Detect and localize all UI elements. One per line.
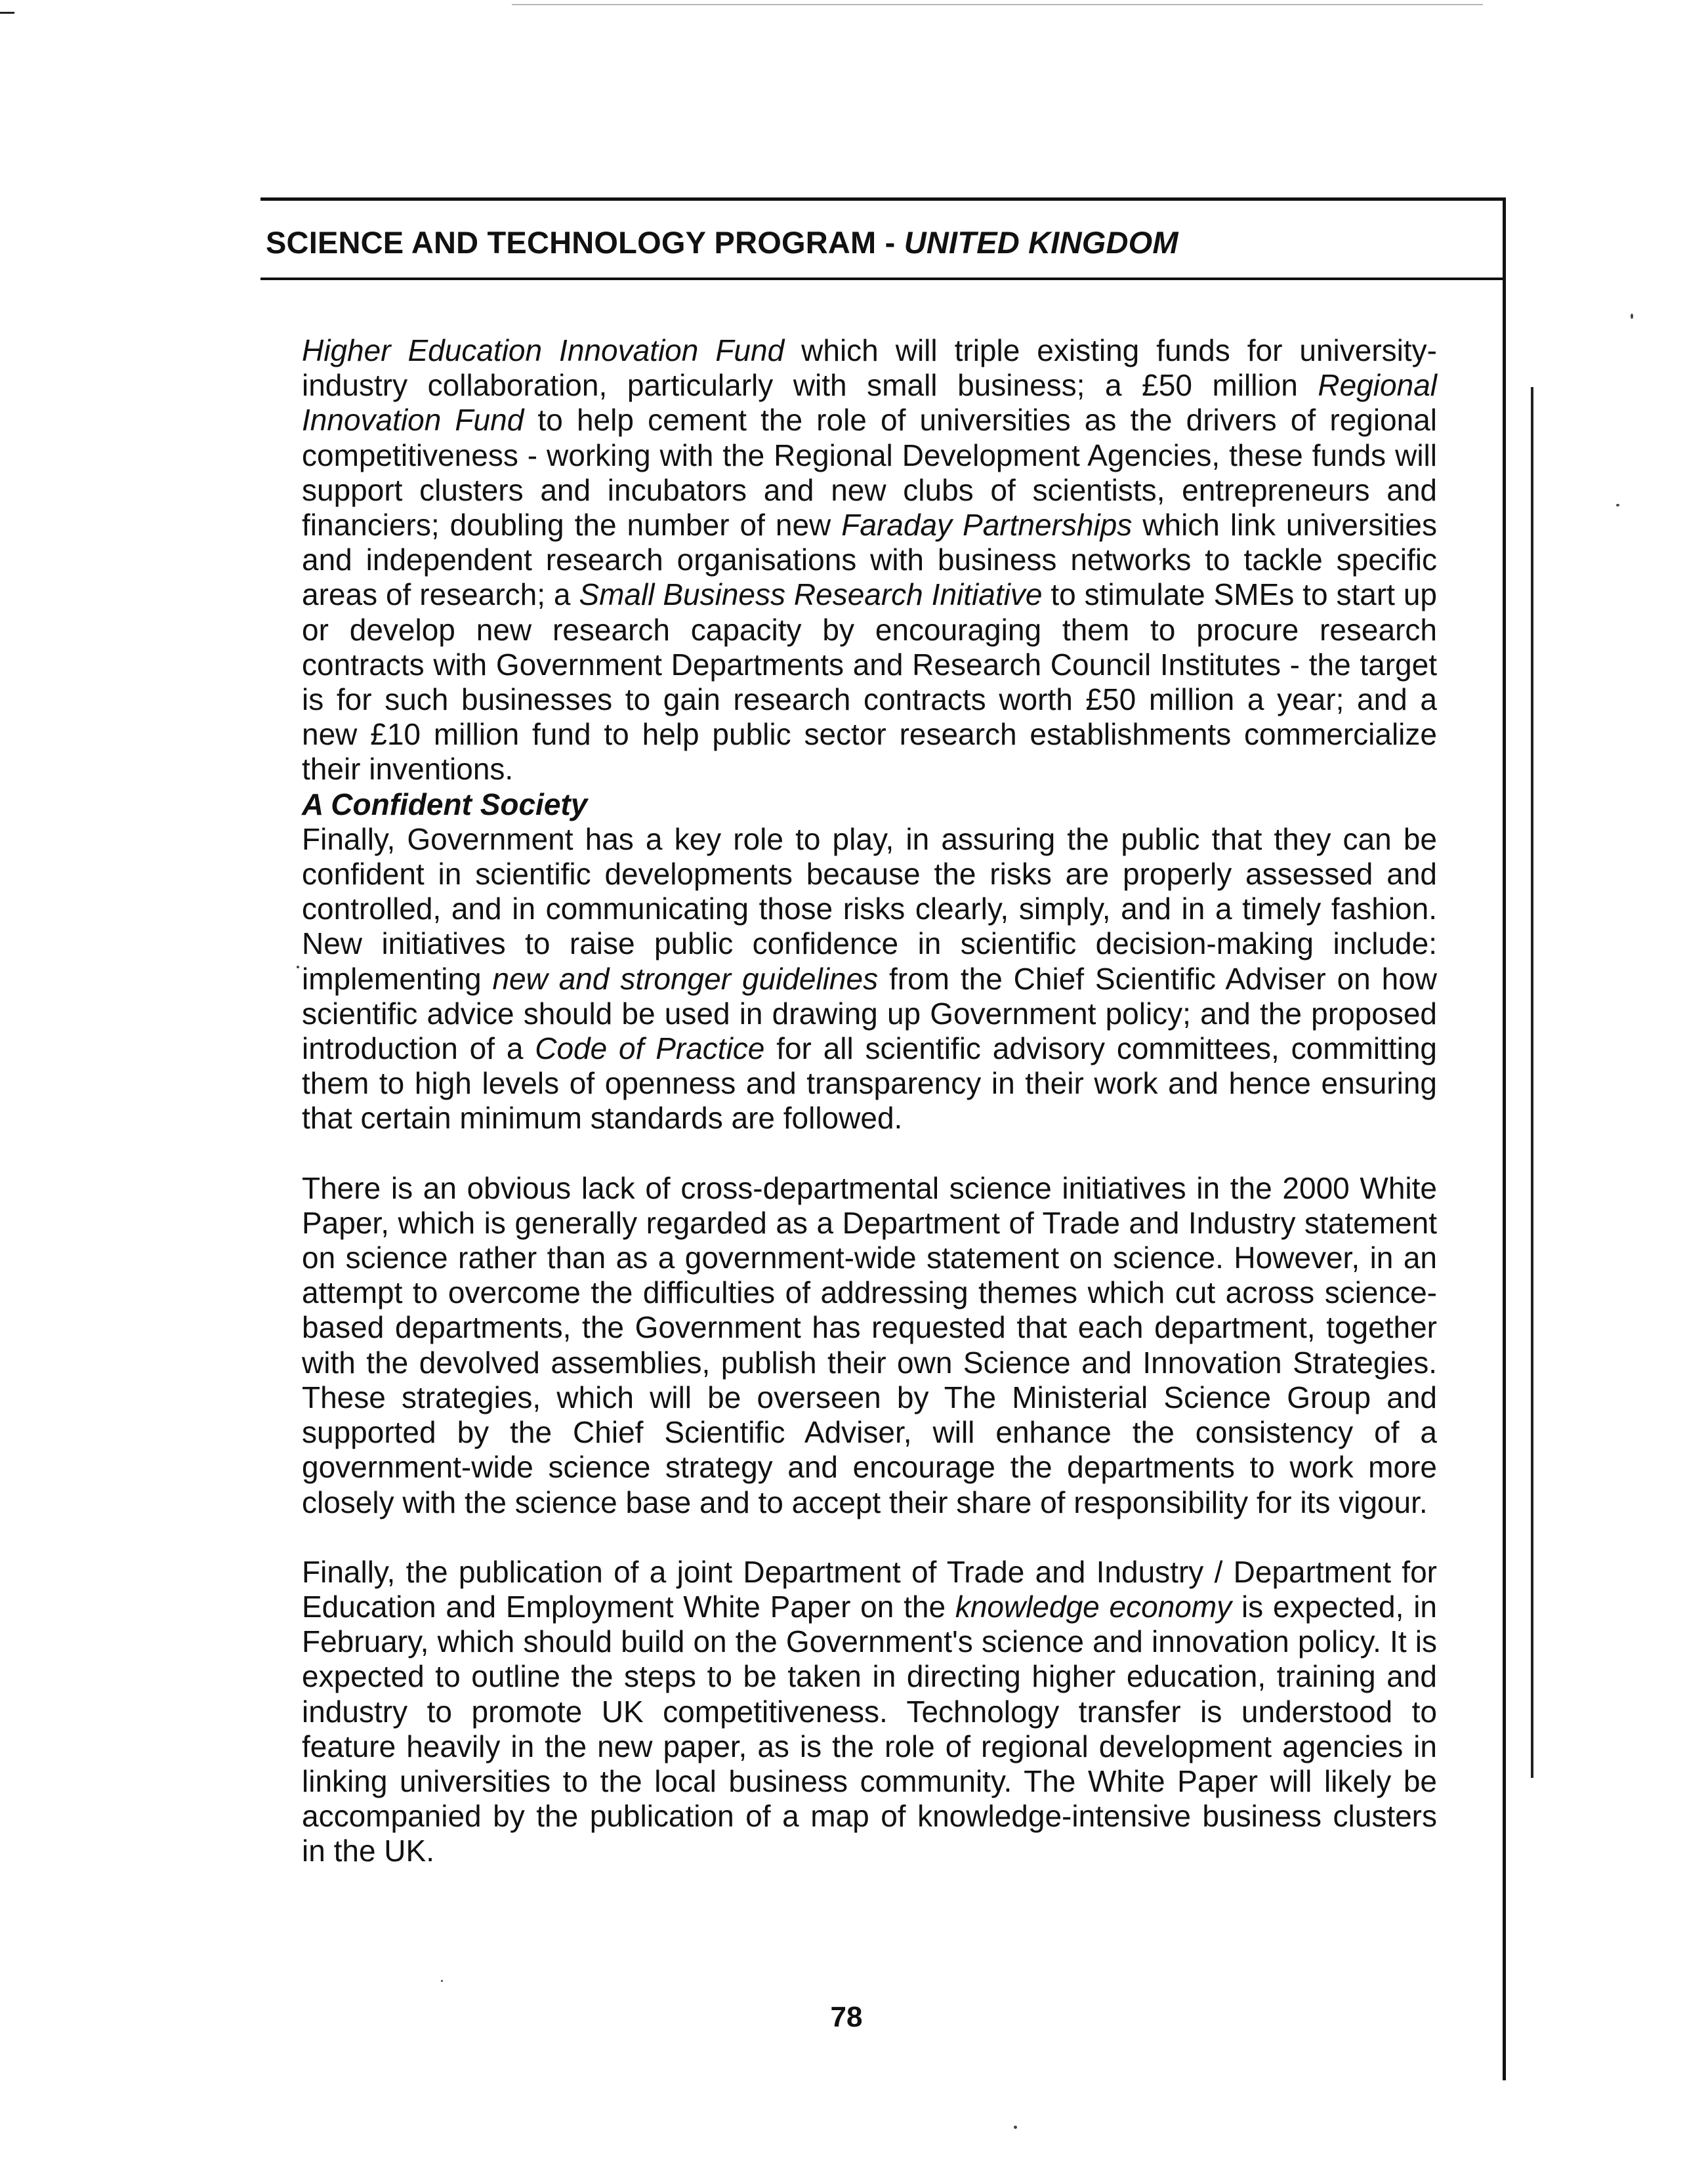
scan-speck — [1631, 314, 1633, 319]
page-frame-right-border — [1503, 197, 1506, 2080]
term-small-business-research-initiative: Small Business Research Initiative — [579, 577, 1043, 612]
term-regional-innovation-fund: Regional Innovation Fund — [302, 368, 1437, 438]
header-bottom-rule — [260, 278, 1505, 280]
scan-edge-line — [512, 4, 1483, 5]
paragraph-text: is expected, in February, which should build on the Government's science and innovation policy. It is expected to outline the steps to be taken in directing higher education, training and industry to promote UK competitiveness. Technology transfer is understood to feature heavily in the new paper, as is the role of regional development agencies in linking universities to the local business community. The White Paper will likely be accompanied by the publication of a map of knowledge-intensive business clusters in the UK. — [302, 1589, 1437, 1868]
scan-speck — [1616, 504, 1619, 506]
header-program-title: SCIENCE AND TECHNOLOGY PROGRAM - — [266, 225, 904, 260]
revision-side-bar — [1531, 387, 1533, 1778]
paragraph-text: to stimulate SMEs to start up or develop new research capacity by encouraging them to procure research contracts with Government Departments and Research Council Institutes - the target is for such businesses to gain research contracts worth £50 million a year; and a new £10 million fund to help public sector research establishments commercialize their inventions. — [302, 577, 1437, 787]
page-header-title — [266, 224, 1178, 260]
header-top-rule — [260, 197, 1505, 201]
term-code-of-practice: Code of Practice — [535, 1031, 765, 1066]
paragraph-confident-society — [302, 822, 1437, 1136]
paragraph-knowledge-economy — [302, 1555, 1437, 1869]
section-heading: A Confident Society — [302, 787, 588, 821]
paragraph-text: Finally, Government has a key role to play, in assuring the public that they can be confident in scientific developments because the risks are properly assessed and controlled, and in communicating those risks clearly, simply, and in a timely fashion. New initiatives to raise public confidence in scientific decision-making include: implementing — [302, 821, 1437, 996]
paragraph-text: Finally, the publication of a joint Department of Trade and Industry / Department for Education and Employment White Paper on the — [302, 1554, 1437, 1624]
page-number: 78 — [830, 2001, 863, 2033]
scan-speck — [1014, 2126, 1017, 2129]
term-higher-education-innovation-fund: Higher Education Innovation Fund — [302, 333, 785, 367]
scan-margin-mark — [0, 12, 14, 14]
scan-speck — [297, 966, 299, 968]
paragraph-funding-initiatives — [302, 333, 1437, 787]
paragraph-text: which link universities and independent research organisations with business networks to tackle specific areas of research; a — [302, 508, 1438, 612]
paragraph-text: from the Chief Scientific Adviser on how scientific advice should be used in drawing up Government policy; and the proposed introduction of a — [302, 961, 1437, 1066]
paragraph-text: which will triple existing funds for university-industry collaboration, particularly with small business; a £50 million — [302, 333, 1437, 403]
term-new-guidelines: new and stronger guidelines — [492, 961, 879, 996]
term-faraday-partnerships: Faraday Partnerships — [841, 508, 1133, 543]
paragraph-cross-departmental: There is an obvious lack of cross-departmental science initiatives in the 2000 White Paper, which is generally regarded as a Department of Trade and Industry statement on science rather than as a government-wide statement on science. However, in an attempt to overcome the difficulties of addressing themes which cut across science-based departments, the Government has requested that each department, together with the devolved assemblies, publish their own Science and Innovation Strategies. These strategies, which will be overseen by The Ministerial Science Group and supported by the Chief Scientific Adviser, will enhance the consistency of a government-wide science strategy and encourage the departments to work more closely with the science base and to accept their share of responsibility for its vigour. — [302, 1170, 1437, 1519]
term-knowledge-economy: knowledge economy — [955, 1589, 1232, 1624]
paragraph-text: to help cement the role of universities as the drivers of regional competitiveness - working with the Regional Development Agencies, these funds will support clusters and incubators and new clubs of scientists, entrepreneurs and financiers; doubling the number of new — [302, 403, 1438, 543]
header-country: UNITED KINGDOM — [904, 225, 1178, 260]
scan-speck — [441, 1980, 443, 1982]
document-body — [302, 333, 1437, 1869]
paragraph-text: for all scientific advisory committees, committing them to high levels of openness and transparency in their work and hence ensuring that certain minimum standards are followed. — [302, 1031, 1438, 1136]
